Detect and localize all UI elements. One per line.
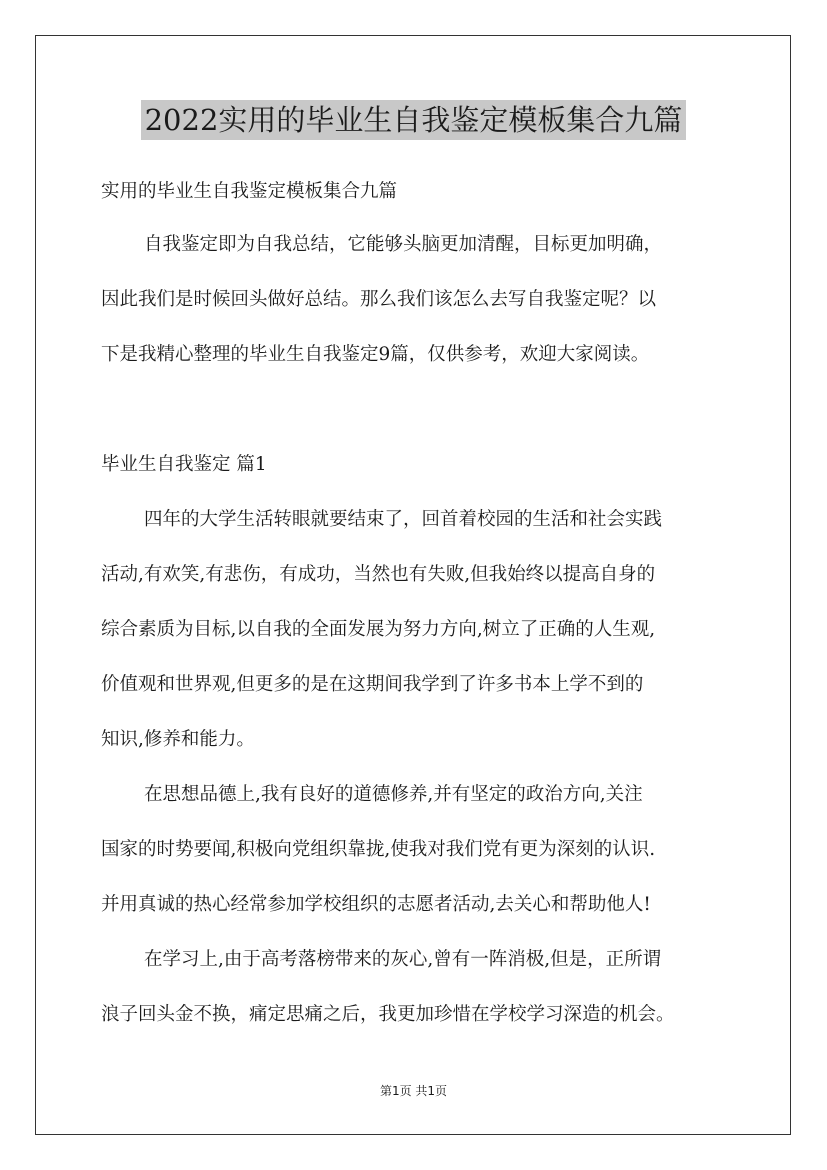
paragraph-line: 国家的时势要闻,积极向党组织靠拢,使我对我们党有更为深刻的认识. [101,839,656,860]
intro-line: 自我鉴定即为自我总结，它能够头脑更加清醒，目标更加明确， [144,234,663,255]
paragraph-line: 在思想品德上,我有良好的道德修养,并有坚定的政治方向,关注 [144,784,643,805]
page-footer: 第1页 共1页 [379,1084,448,1098]
paragraph-line: 综合素质为目标,以自我的全面发展为努力方向,树立了正确的人生观, [101,619,656,640]
paragraph-line: 在学习上,由于高考落榜带来的灰心,曾有一阵消极,但是，正所谓 [144,949,662,970]
paragraph-line: 价值观和世界观,但更多的是在这期间我学到了许多书本上学不到的 [101,674,644,695]
paragraph-line: 四年的大学生活转眼就要结束了，回首着校园的生活和社会实践 [144,509,663,530]
paragraph-line: 活动,有欢笑,有悲伤，有成功，当然也有失败,但我始终以提高自身的 [101,564,656,585]
title-container [0,100,827,140]
paragraph-line: 知识,修养和能力。 [101,729,255,750]
document-title: 2022实用的毕业生自我鉴定模板集合九篇 [141,100,687,140]
subtitle: 实用的毕业生自我鉴定模板集合九篇 [101,181,398,202]
intro-line: 因此我们是时候回头做好总结。那么我们该怎么去写自我鉴定呢？以 [101,289,657,310]
paragraph-line: 浪子回头金不换，痛定思痛之后，我更加珍惜在学校学习深造的机会。 [101,1004,675,1025]
paragraph-line: 并用真诚的热心经常参加学校组织的志愿者活动,去关心和帮助他人! [101,894,651,915]
section-heading: 毕业生自我鉴定 篇1 [101,454,267,475]
intro-line: 下是我精心整理的毕业生自我鉴定9篇，仅供参考，欢迎大家阅读。 [101,344,650,365]
